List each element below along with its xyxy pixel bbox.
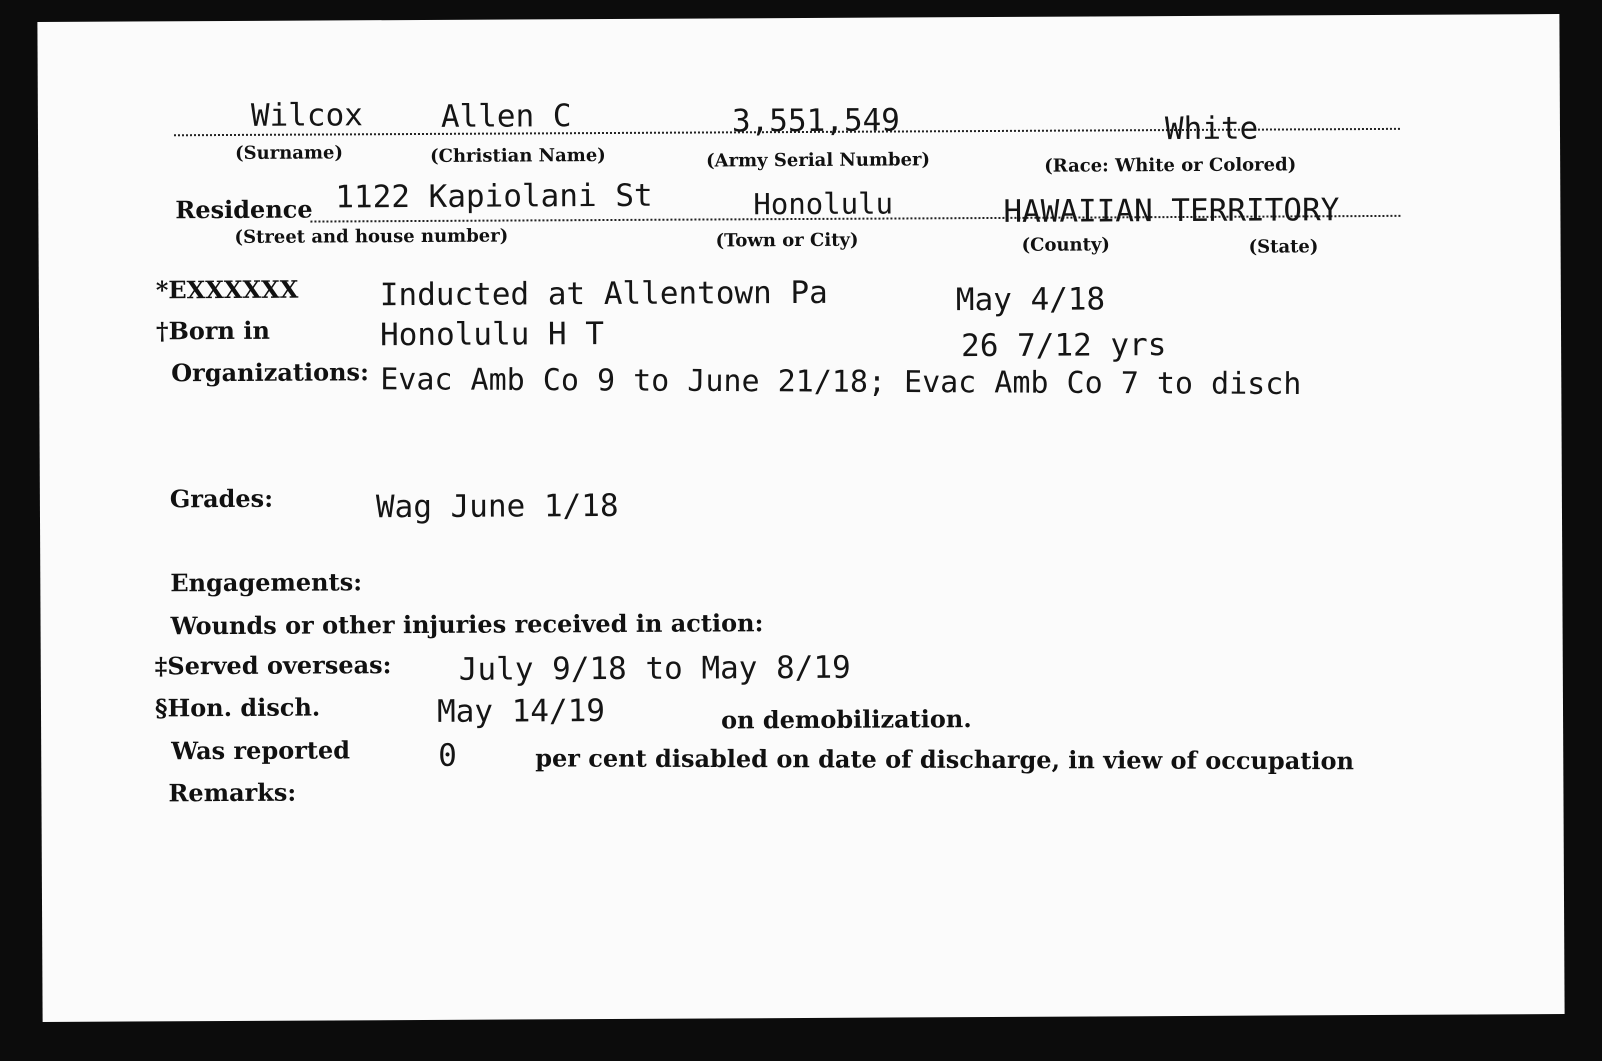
surname-caption: (Surname)	[235, 142, 343, 164]
race-value: White	[1164, 110, 1259, 148]
scan-edge-mark	[1330, 1030, 1334, 1061]
town-value: Honolulu	[753, 186, 894, 222]
service-record-card	[37, 14, 1564, 1022]
hon-disch-date: May 14/19	[436, 693, 606, 730]
disability-label: Was reported	[171, 735, 351, 766]
state-caption: (State)	[1248, 236, 1319, 258]
town-caption: (Town or City)	[715, 229, 859, 252]
disability-value: 0	[438, 737, 458, 774]
grades-value: Wag June 1/18	[375, 487, 619, 526]
remarks-label: Remarks:	[168, 777, 297, 808]
grades-label: Grades:	[169, 483, 274, 514]
born-label: †Born in	[155, 315, 270, 346]
hon-disch-label: §Hon. disch.	[154, 692, 321, 723]
born-value: Honolulu H T	[379, 316, 605, 354]
served-overseas-value: July 9/18 to May 8/19	[458, 649, 851, 688]
organizations-value: Evac Amb Co 9 to June 21/18; Evac Amb Co 7 to disch	[380, 362, 1302, 403]
county-state-value: HAWAIIAN TERRITORY	[1003, 192, 1340, 230]
street-caption: (Street and house number)	[234, 225, 509, 248]
surname-value: Wilcox	[250, 97, 363, 134]
organizations-label: Organizations:	[171, 357, 369, 388]
residence-label: Residence	[175, 194, 313, 225]
enlisted-label: *EXXXXXX	[155, 274, 299, 305]
hon-disch-suffix: on demobilization.	[720, 704, 972, 735]
race-caption: (Race: White or Colored)	[1044, 154, 1297, 177]
county-caption: (County)	[1021, 234, 1110, 256]
wounds-label: Wounds or other injuries received in action:	[170, 608, 764, 641]
serial-caption: (Army Serial Number)	[706, 149, 931, 172]
engagements-label: Engagements:	[170, 567, 363, 598]
inducted-date: May 4/18	[955, 281, 1106, 319]
disability-suffix: per cent disabled on date of discharge, in view of occupation	[535, 743, 1355, 776]
christian-name-caption: (Christian Name)	[430, 145, 606, 167]
served-overseas-label: ‡Served overseas:	[154, 650, 392, 681]
inducted-value: Inducted at Allentown Pa	[379, 274, 828, 314]
serial-number-value: 3,551,549	[731, 102, 900, 140]
street-value: 1122 Kapiolani St	[335, 177, 653, 216]
christian-name-value: Allen C	[440, 98, 572, 135]
age-value: 26 7/12 yrs	[961, 327, 1167, 365]
